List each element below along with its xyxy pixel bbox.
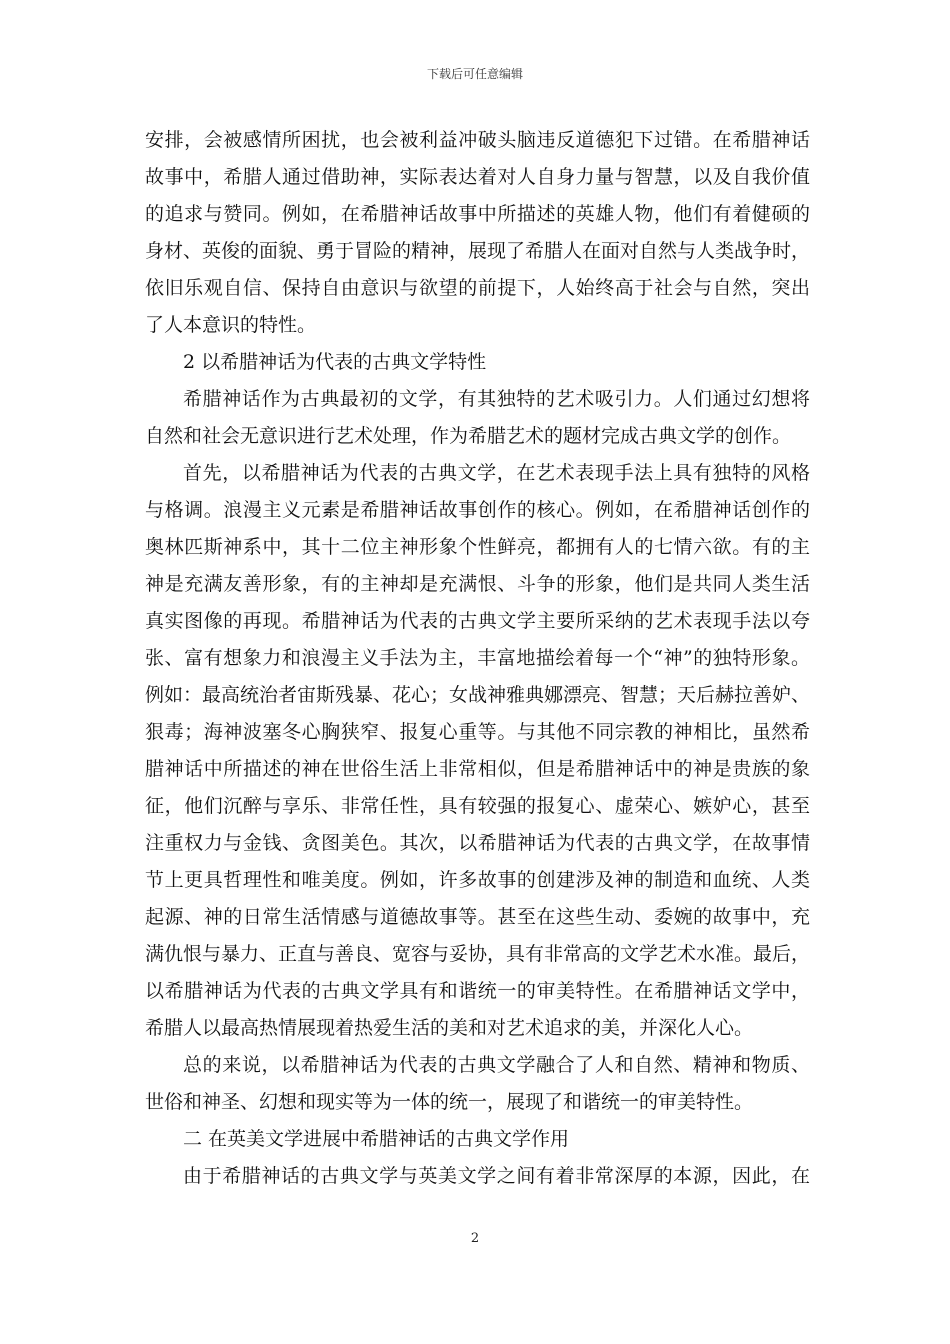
text-line: 真实图像的再现。希腊神话为代表的古典文学主要所采纳的艺术表现手法以夸 — [145, 610, 810, 632]
text-line: 起源、神的日常生活情感与道德故事等。甚至在这些生动、委婉的故事中，充 — [145, 906, 810, 928]
text-line: 腊神话中所描述的神在世俗生活上非常相似，但是希腊神话中的神是贵族的象 — [145, 758, 810, 780]
text-line: 希腊神话作为古典最初的文学，有其独特的艺术吸引力。人们通过幻想将 — [183, 388, 810, 410]
text-line: 总的来说，以希腊神话为代表的古典文学融合了人和自然、精神和物质、 — [183, 1054, 810, 1076]
section-heading: 二 在英美文学进展中希腊神话的古典文学作用 — [183, 1128, 570, 1150]
text-line: 与格调。浪漫主义元素是希腊神话故事创作的核心。例如，在希腊神话创作的 — [145, 499, 810, 521]
text-line: 由于希腊神话的古典文学与英美文学之间有着非常深厚的本源，因此，在 — [183, 1165, 810, 1187]
text-line: 例如：最高统治者宙斯残暴、花心；女战神雅典娜漂亮、智慧；天后赫拉善妒、 — [145, 684, 811, 706]
text-line: 注重权力与金钱、贪图美色。其次，以希腊神话为代表的古典文学，在故事情 — [145, 832, 810, 854]
text-line: 希腊人以最高热情展现着热爱生活的美和对艺术追求的美，并深化人心。 — [145, 1017, 754, 1039]
text-line: 故事中，希腊人通过借助神，实际表达着对人自身力量与智慧，以及自我价值 — [145, 166, 810, 188]
text-line: 的追求与赞同。例如，在希腊神话故事中所描述的英雄人物，他们有着健硕的 — [145, 203, 810, 225]
page-number: 2 — [470, 1231, 480, 1246]
text-line: 神是充满友善形象，有的主神却是充满恨、斗争的形象，他们是共同人类生活 — [145, 573, 810, 595]
text-line: 身材、英俊的面貌、勇于冒险的精神，展现了希腊人在面对自然与人类战争时， — [145, 240, 811, 262]
section-heading: 2 以希腊神话为代表的古典文学特性 — [183, 351, 487, 373]
text-line: 首先，以希腊神话为代表的古典文学，在艺术表现手法上具有独特的风格 — [183, 462, 810, 484]
text-line: 狠毒；海神波塞冬心胸狭窄、报复心重等。与其他不同宗教的神相比，虽然希 — [145, 721, 810, 743]
text-line: 世俗和神圣、幻想和现实等为一体的统一，展现了和谐统一的审美特性。 — [145, 1091, 754, 1113]
text-line: 依旧乐观自信、保持自由意识与欲望的前提下，人始终高于社会与自然，突出 — [145, 277, 810, 299]
text-line: 节上更具哲理性和唯美度。例如，许多故事的创建涉及神的制造和血统、人类 — [145, 869, 810, 891]
text-line: 以希腊神话为代表的古典文学具有和谐统一的审美特性。在希腊神话文学中， — [145, 980, 810, 1002]
text-line: 了人本意识的特性。 — [145, 314, 317, 336]
body-text — [145, 122, 810, 1195]
text-line: 满仇恨与暴力、正直与善良、宽容与妥协，具有非常高的文学艺术水准。最后， — [145, 943, 811, 965]
page-header: 下载后可任意编辑 — [426, 67, 523, 81]
text-line: 征，他们沉醉与享乐、非常任性，具有较强的报复心、虚荣心、嫉妒心，甚至 — [145, 795, 810, 817]
text-line: 自然和社会无意识进行艺术处理，作为希腊艺术的题材完成古典文学的创作。 — [145, 425, 792, 447]
text-line: 张、富有想象力和浪漫主义手法为主，丰富地描绘着每一个“神”的独特形象。 — [145, 647, 810, 669]
text-line: 奥林匹斯神系中，其十二位主神形象个性鲜亮，都拥有人的七情六欲。有的主 — [145, 536, 810, 558]
text-line: 安排，会被感情所困扰，也会被利益冲破头脑违反道德犯下过错。在希腊神话 — [145, 129, 810, 151]
